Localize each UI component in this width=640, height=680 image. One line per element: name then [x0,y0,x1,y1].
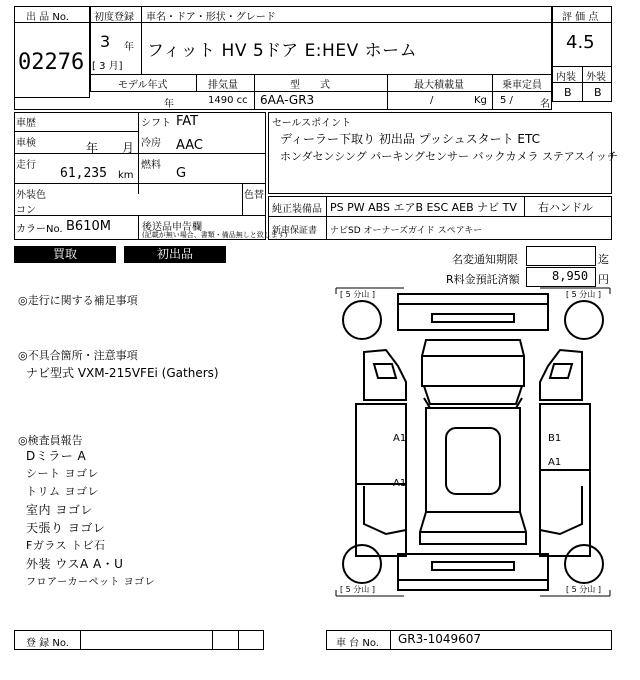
fuel-value: G [176,166,187,181]
inspector-line: 室内 ヨゴレ [26,503,93,517]
color-no-value: B610M [66,219,111,234]
mileage-label: 走行 [16,160,36,171]
recycle-unit: 円 [598,273,609,286]
lot-label: 出 品 No. [26,12,69,23]
mileage-unit: km [118,170,134,181]
equipment-value: PS PW ABS エアB ESC AEB ナビ TV [330,201,517,214]
capacity-label: 乗車定員 [502,80,542,91]
shift-label: シフト [141,118,171,129]
name-change-label: 名変通知期限 [452,253,518,266]
model-year-unit: 年 [164,99,174,110]
selling-point-line-1: ディーラー下取り 初出品 プッシュスタート ETC [280,132,540,146]
selling-points-title: セールスポイント [272,118,352,129]
inspector-line: 天張り ヨゴレ [26,521,106,535]
exterior-label: 外装 [586,72,606,83]
tire-tread-top-left: [ 5 分山 ] [340,290,375,299]
damage-mark-left-front-door: A1 [393,433,407,444]
first-listing-badge: 初出品 [124,246,226,263]
details-box [14,112,266,216]
inspector-title: ◎検査員報告 [18,434,83,447]
car-name-label: 車名・ドア・形状・グレード [146,12,276,23]
defect-notes-title: ◎不具合箇所・注意事項 [18,349,138,362]
lot-number: 02276 [18,50,85,75]
score-value: 4.5 [566,32,595,53]
fuel-label: 燃料 [141,160,161,171]
inspector-line: トリム ヨゴレ [26,485,99,498]
first-reg-year: 3 [100,32,111,51]
repaint-label: 色替 [244,190,264,201]
tire-tread-top-right: [ 5 分山 ] [566,290,601,299]
color-no-label: カラーNo. [16,224,63,235]
displacement-value: 1490 cc [208,95,248,106]
capacity-value: 5 / [500,95,513,106]
damage-mark-left-rear-door: A1 [393,478,407,489]
damage-mark-right-front-door: B1 [548,433,562,444]
inspection-year: 年 [86,141,99,155]
tire-tread-bottom-left: [ 5 分山 ] [340,585,375,594]
first-reg-label: 初度登録 [94,12,134,23]
max-load-label: 最大積載量 [414,80,464,91]
type-label: 型 式 [290,80,330,91]
recycle-label: R料金預託済額 [446,273,520,286]
warranty-label: 新車保証書 [272,226,318,236]
interior-label: 内装 [556,72,576,83]
steering-side: 右ハンドル [538,201,593,214]
max-load-sep: / [430,95,434,106]
inspector-line: Fガラス トビ石 [26,539,106,552]
buy-badge: 買取 [14,246,116,263]
model-year-label: モデル年式 [118,80,168,91]
car-name: フィット HV 5ドア E:HEV ホーム [147,41,418,61]
history-label: 車歴 [16,118,36,129]
score-label: 評 価 点 [562,12,599,23]
damage-mark-right-rear-door: A1 [548,457,562,468]
recycle-value: 8,950 [552,269,589,283]
post-doc-note: (記載が無い場合、書類・備品無しと致します) [142,231,288,239]
equipment-label: 純正装備品 [272,204,322,215]
registration-no-label: 登 録 No. [26,638,69,649]
type-value: 6AA-GR3 [260,93,315,107]
ext-color-value: コン [16,205,36,216]
inspector-line: Dミラー A [26,449,87,463]
inspector-line: フロアーカーペット ヨゴレ [26,577,156,588]
shift-value: FAT [176,114,199,129]
displacement-label: 排気量 [208,80,238,91]
first-reg-month: [ 3 月] [92,61,123,72]
name-change-unit: 迄 [598,253,609,266]
inspection-month: 月 [122,141,135,155]
inspection-label: 車検 [16,138,36,149]
inspector-line: シート ヨゴレ [26,467,99,480]
chassis-no-label: 車 台 No. [336,638,379,649]
driving-notes-title: ◎走行に関する補足事項 [18,294,138,307]
name-change-field [526,246,596,266]
mileage-value: 61,235 [60,166,107,181]
interior-grade: B [564,86,572,99]
tire-tread-bottom-right: [ 5 分山 ] [566,585,601,594]
exterior-grade: B [594,86,602,99]
max-load-unit: Kg [474,95,487,106]
ext-color-label: 外装色 [16,190,46,201]
chassis-no-value: GR3-1049607 [398,632,482,646]
car-diagram [334,286,612,598]
aircon-label: 冷房 [141,138,161,149]
aircon-value: AAC [176,138,203,153]
inspector-line: 外装 ウスA A・U [26,557,124,571]
selling-point-line-2: ホンダセンシング パーキングセンサー バックカメラ ステアスイッチ [280,150,618,163]
capacity-unit: 名 [540,99,550,110]
warranty-value: ナビSD オーナーズガイド スペアキー [330,226,483,236]
first-reg-year-unit: 年 [124,42,134,53]
post-doc-label: 後送品申告欄 [142,222,202,233]
defect-note-line-1: ナビ型式 VXM-215VFEi (Gathers) [26,366,219,380]
